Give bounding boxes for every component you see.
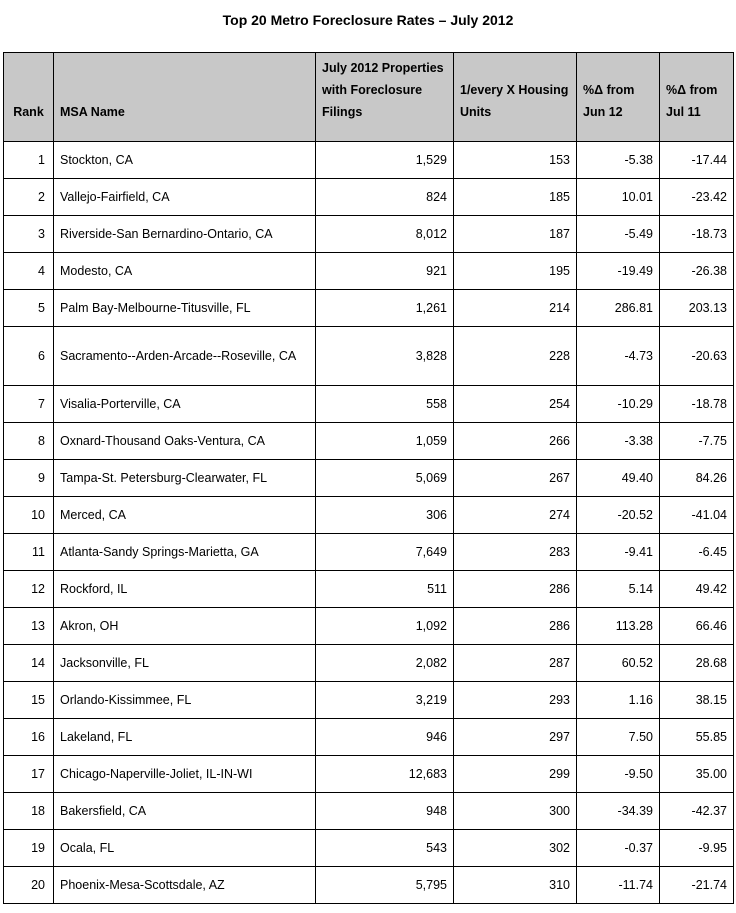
change-jul-cell: 49.42: [660, 571, 734, 608]
table-row: [4, 682, 734, 719]
table-row: [4, 142, 734, 179]
change-jun-cell: -10.29: [577, 386, 660, 423]
table-row: [4, 216, 734, 253]
change-jun-cell: 113.28: [577, 608, 660, 645]
table-row: [4, 608, 734, 645]
header-msa-name: MSA Name: [54, 53, 316, 142]
filings-cell: 1,059: [316, 423, 454, 460]
filings-cell: 5,069: [316, 460, 454, 497]
rank-cell: 17: [4, 756, 54, 793]
msa-name-cell: Lakeland, FL: [54, 719, 316, 756]
every-x-cell: 297: [454, 719, 577, 756]
filings-cell: 3,828: [316, 327, 454, 386]
every-x-cell: 310: [454, 867, 577, 904]
rank-cell: 11: [4, 534, 54, 571]
every-x-cell: 266: [454, 423, 577, 460]
msa-name-cell: Modesto, CA: [54, 253, 316, 290]
change-jun-cell: -0.37: [577, 830, 660, 867]
msa-name-cell: Phoenix-Mesa-Scottsdale, AZ: [54, 867, 316, 904]
every-x-cell: 286: [454, 608, 577, 645]
filings-cell: 5,795: [316, 867, 454, 904]
table-title: Top 20 Metro Foreclosure Rates – July 2012: [222, 12, 514, 28]
change-jun-cell: 5.14: [577, 571, 660, 608]
table-row: [4, 867, 734, 904]
change-jun-cell: -9.41: [577, 534, 660, 571]
rank-cell: 9: [4, 460, 54, 497]
msa-name-cell: Vallejo-Fairfield, CA: [54, 179, 316, 216]
change-jun-cell: 7.50: [577, 719, 660, 756]
every-x-cell: 286: [454, 571, 577, 608]
change-jun-cell: -19.49: [577, 253, 660, 290]
change-jul-cell: -6.45: [660, 534, 734, 571]
change-jul-cell: -18.78: [660, 386, 734, 423]
every-x-cell: 283: [454, 534, 577, 571]
rank-cell: 2: [4, 179, 54, 216]
rank-cell: 18: [4, 793, 54, 830]
change-jun-cell: -9.50: [577, 756, 660, 793]
header-change-jul: %Δ from Jul 11: [660, 53, 734, 142]
change-jul-cell: -9.95: [660, 830, 734, 867]
every-x-cell: 195: [454, 253, 577, 290]
filings-cell: 1,261: [316, 290, 454, 327]
change-jul-cell: -41.04: [660, 497, 734, 534]
table-row: [4, 423, 734, 460]
every-x-cell: 300: [454, 793, 577, 830]
rank-cell: 12: [4, 571, 54, 608]
change-jul-cell: -23.42: [660, 179, 734, 216]
change-jun-cell: -34.39: [577, 793, 660, 830]
msa-name-cell: Visalia-Porterville, CA: [54, 386, 316, 423]
msa-name-cell: Ocala, FL: [54, 830, 316, 867]
rank-cell: 14: [4, 645, 54, 682]
filings-cell: 2,082: [316, 645, 454, 682]
table-row: [4, 460, 734, 497]
rank-cell: 16: [4, 719, 54, 756]
header-change-jun: %Δ from Jun 12: [577, 53, 660, 142]
change-jun-cell: -5.49: [577, 216, 660, 253]
filings-cell: 3,219: [316, 682, 454, 719]
change-jun-cell: 10.01: [577, 179, 660, 216]
msa-name-cell: Atlanta-Sandy Springs-Marietta, GA: [54, 534, 316, 571]
msa-name-cell: Jacksonville, FL: [54, 645, 316, 682]
filings-cell: 12,683: [316, 756, 454, 793]
msa-name-cell: Stockton, CA: [54, 142, 316, 179]
every-x-cell: 274: [454, 497, 577, 534]
every-x-cell: 214: [454, 290, 577, 327]
change-jun-cell: -3.38: [577, 423, 660, 460]
rank-cell: 10: [4, 497, 54, 534]
table-row: [4, 386, 734, 423]
table-row: [4, 179, 734, 216]
table-row: [4, 327, 734, 386]
every-x-cell: 153: [454, 142, 577, 179]
header-rank: Rank: [4, 53, 54, 142]
every-x-cell: 299: [454, 756, 577, 793]
change-jul-cell: -26.38: [660, 253, 734, 290]
change-jul-cell: -21.74: [660, 867, 734, 904]
filings-cell: 948: [316, 793, 454, 830]
rank-cell: 13: [4, 608, 54, 645]
msa-name-cell: Akron, OH: [54, 608, 316, 645]
change-jul-cell: -42.37: [660, 793, 734, 830]
change-jul-cell: -17.44: [660, 142, 734, 179]
table-row: [4, 253, 734, 290]
every-x-cell: 254: [454, 386, 577, 423]
filings-cell: 558: [316, 386, 454, 423]
every-x-cell: 185: [454, 179, 577, 216]
msa-name-cell: Rockford, IL: [54, 571, 316, 608]
rank-cell: 19: [4, 830, 54, 867]
filings-cell: 511: [316, 571, 454, 608]
change-jul-cell: 28.68: [660, 645, 734, 682]
msa-name-cell: Sacramento--Arden-Arcade--Roseville, CA: [54, 327, 316, 386]
change-jul-cell: 84.26: [660, 460, 734, 497]
change-jul-cell: -7.75: [660, 423, 734, 460]
every-x-cell: 267: [454, 460, 577, 497]
every-x-cell: 293: [454, 682, 577, 719]
change-jul-cell: 66.46: [660, 608, 734, 645]
change-jun-cell: 286.81: [577, 290, 660, 327]
change-jun-cell: 1.16: [577, 682, 660, 719]
filings-cell: 7,649: [316, 534, 454, 571]
change-jun-cell: 60.52: [577, 645, 660, 682]
table-row: [4, 571, 734, 608]
every-x-cell: 287: [454, 645, 577, 682]
every-x-cell: 302: [454, 830, 577, 867]
change-jul-cell: 38.15: [660, 682, 734, 719]
msa-name-cell: Merced, CA: [54, 497, 316, 534]
msa-name-cell: Oxnard-Thousand Oaks-Ventura, CA: [54, 423, 316, 460]
filings-cell: 1,529: [316, 142, 454, 179]
change-jul-cell: 35.00: [660, 756, 734, 793]
table-row: [4, 756, 734, 793]
rank-cell: 6: [4, 327, 54, 386]
rank-cell: 1: [4, 142, 54, 179]
msa-name-cell: Tampa-St. Petersburg-Clearwater, FL: [54, 460, 316, 497]
rank-cell: 5: [4, 290, 54, 327]
rank-cell: 7: [4, 386, 54, 423]
change-jul-cell: 203.13: [660, 290, 734, 327]
table-row: [4, 830, 734, 867]
table-row: [4, 497, 734, 534]
rank-cell: 4: [4, 253, 54, 290]
msa-name-cell: Orlando-Kissimmee, FL: [54, 682, 316, 719]
filings-cell: 946: [316, 719, 454, 756]
table-row: [4, 719, 734, 756]
rank-cell: 15: [4, 682, 54, 719]
filings-cell: 1,092: [316, 608, 454, 645]
change-jun-cell: -20.52: [577, 497, 660, 534]
change-jul-cell: 55.85: [660, 719, 734, 756]
change-jul-cell: -20.63: [660, 327, 734, 386]
rank-cell: 3: [4, 216, 54, 253]
filings-cell: 543: [316, 830, 454, 867]
filings-cell: 8,012: [316, 216, 454, 253]
msa-name-cell: Chicago-Naperville-Joliet, IL-IN-WI: [54, 756, 316, 793]
foreclosure-table: [3, 52, 734, 904]
change-jul-cell: -18.73: [660, 216, 734, 253]
rank-cell: 8: [4, 423, 54, 460]
table-row: [4, 645, 734, 682]
table-row: [4, 290, 734, 327]
table-row: [4, 793, 734, 830]
msa-name-cell: Bakersfield, CA: [54, 793, 316, 830]
every-x-cell: 187: [454, 216, 577, 253]
msa-name-cell: Riverside-San Bernardino-Ontario, CA: [54, 216, 316, 253]
filings-cell: 824: [316, 179, 454, 216]
change-jun-cell: -4.73: [577, 327, 660, 386]
rank-cell: 20: [4, 867, 54, 904]
change-jun-cell: 49.40: [577, 460, 660, 497]
header-row: [4, 53, 734, 142]
change-jun-cell: -11.74: [577, 867, 660, 904]
msa-name-cell: Palm Bay-Melbourne-Titusville, FL: [54, 290, 316, 327]
header-filings: July 2012 Properties with Foreclosure Filings: [316, 53, 454, 142]
every-x-cell: 228: [454, 327, 577, 386]
filings-cell: 921: [316, 253, 454, 290]
table-row: [4, 534, 734, 571]
filings-cell: 306: [316, 497, 454, 534]
header-every-x: 1/every X Housing Units: [454, 53, 577, 142]
change-jun-cell: -5.38: [577, 142, 660, 179]
